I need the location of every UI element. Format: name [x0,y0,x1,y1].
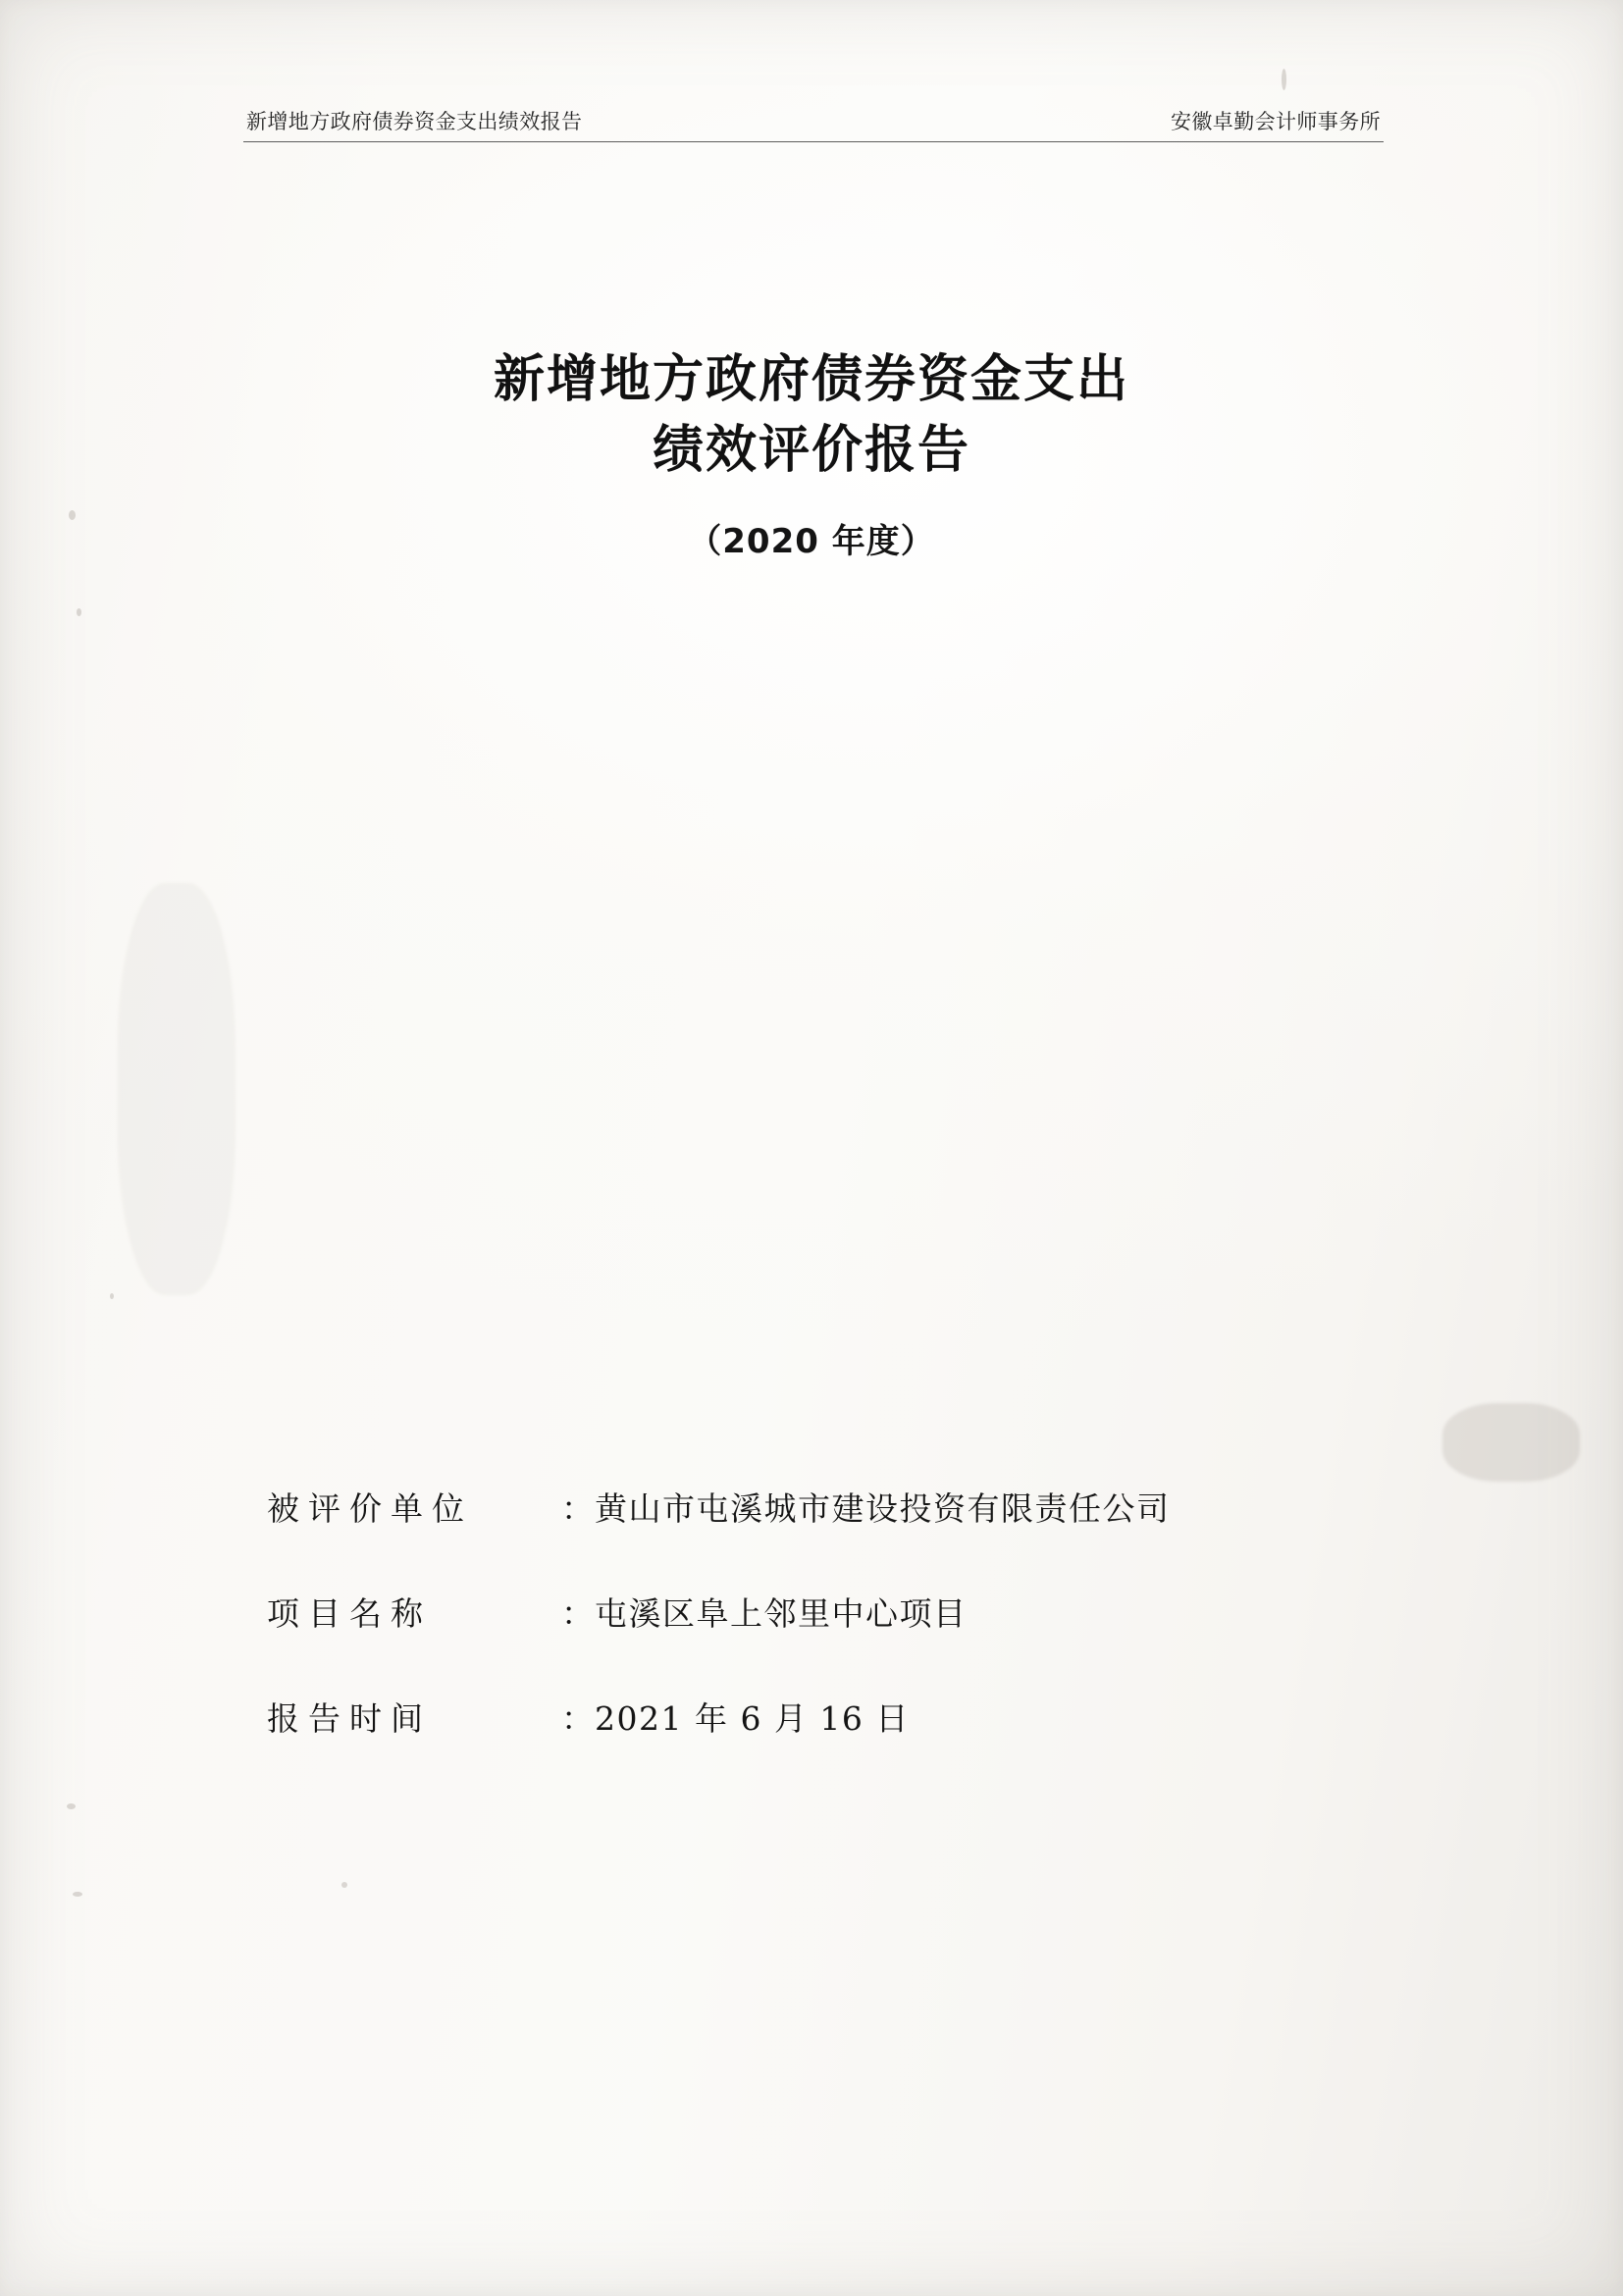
title-line-1: 新增地方政府债券资金支出 [493,350,1129,409]
header-left-text: 新增地方政府债券资金支出绩效报告 [246,110,583,133]
meta-value-report-date: 2021 年 6 月 16 日 [595,1699,910,1738]
scan-speck [73,1892,82,1897]
meta-row [267,1484,1395,1530]
scan-speck [341,1882,347,1888]
running-header [243,106,1384,151]
meta-label-evaluated-entity: 被评价单位 [267,1489,473,1528]
header-right-text: 安徽卓勤会计师事务所 [1171,110,1381,133]
meta-row [267,1694,1395,1740]
report-meta [267,1484,1395,1799]
meta-row [267,1589,1395,1635]
scan-smudge [1442,1403,1580,1482]
meta-value-project-name: 屯溪区阜上邻里中心项目 [595,1594,968,1633]
meta-colon: ： [561,1699,594,1738]
title-line-2: 绩效评价报告 [652,420,970,480]
scan-smudge [118,883,236,1295]
meta-colon: ： [561,1489,594,1528]
meta-value-evaluated-entity: 黄山市屯溪城市建设投资有限责任公司 [595,1489,1171,1528]
scan-speck [110,1293,114,1299]
meta-label-project-name: 项目名称 [267,1594,432,1633]
title-subtitle: （2020 年度） [688,521,935,561]
scan-speck [67,1803,76,1809]
header-divider [243,141,1384,142]
scan-speck [1282,69,1286,90]
meta-colon: ： [561,1594,594,1633]
page-title [0,345,1623,562]
scan-speck [77,608,81,616]
meta-label-report-date: 报告时间 [267,1699,432,1738]
